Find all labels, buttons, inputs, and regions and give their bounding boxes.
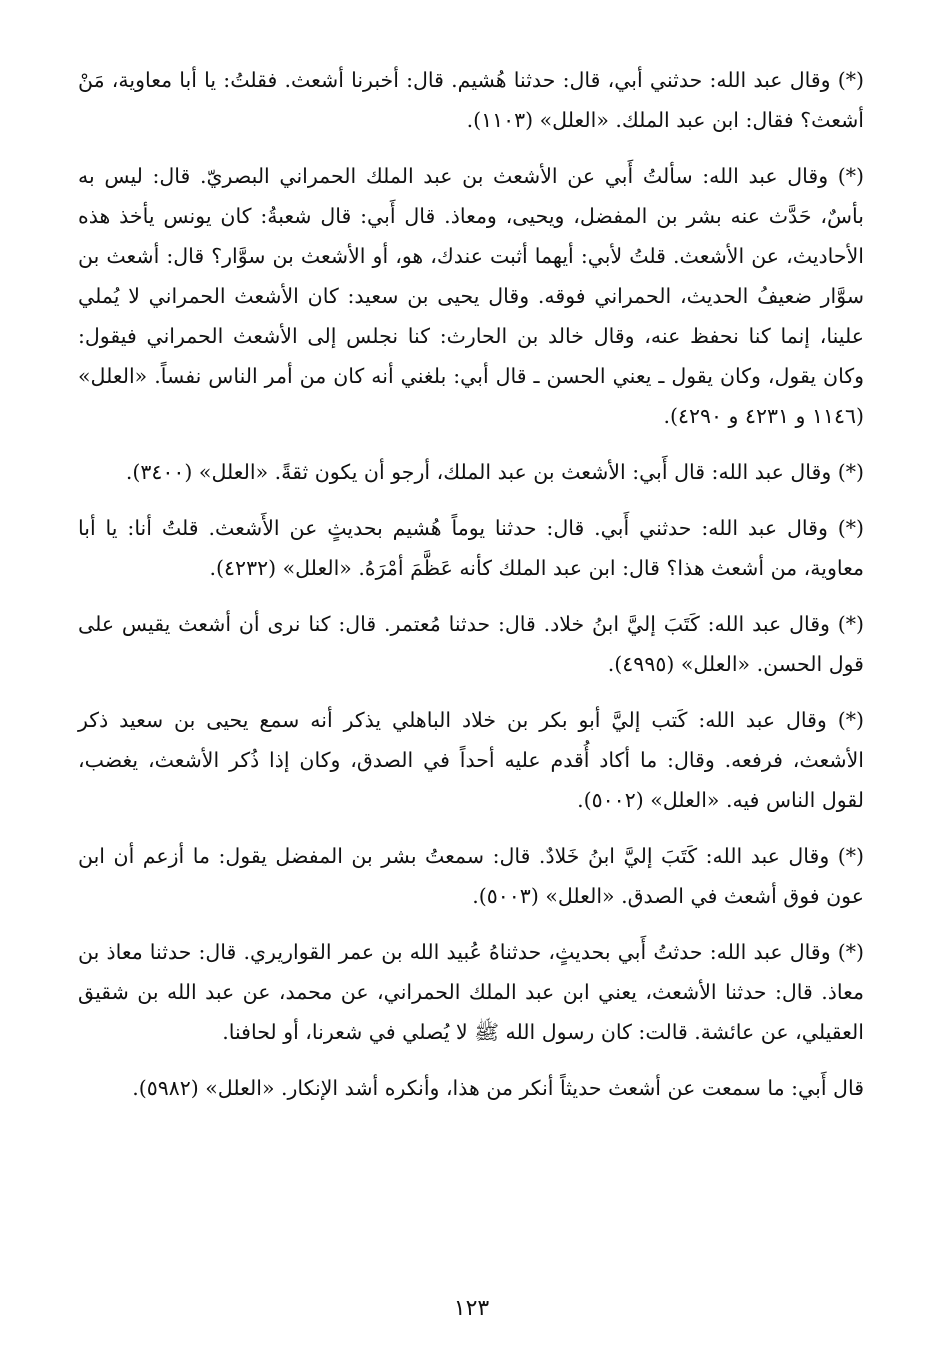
narration-entry-8: [78, 932, 864, 1052]
narration-entry-7: [78, 836, 864, 916]
narration-text: (*) وقال عبد الله: قال أَبي: الأشعث بن عبد الملك، أرجو أن يكون ثقةً. «العلل» (٣٤٠٠).: [125, 460, 864, 484]
narration-text: قال أَبي: ما سمعت عن أشعث حديثاً أنكر من هذا، وأنكره أشد الإنكار. «العلل» (٥٩٨٢).: [132, 1076, 864, 1100]
narration-text: (*) وقال عبد الله: حدثني أَبي. قال: حدثنا يوماً هُشيم بحديثٍ عن الأَشعث. قلتُ أنا: يا أبا معاوية، من أشعث هذا؟ قال: ابن عبد الملك كأنه عَظَّمَ أمْرَهُ. «العلل» (٤٢٣٢).: [78, 516, 864, 580]
narration-entry-4: [78, 508, 864, 588]
narration-entry-9: [78, 1068, 864, 1108]
narration-entry-5: [78, 604, 864, 684]
narration-text: (*) وقال عبد الله: كَتَبَ إليَّ ابنُ خلاد. قال: حدثنا مُعتمر. قال: كنا نرى أن أشعث يقيس على قول الحسن. «العلل» (٤٩٩٥).: [78, 612, 864, 676]
narration-text: (*) وقال عبد الله: حدثني أبي، قال: حدثنا هُشيم. قال: أخبرنا أشعث. فقلتُ: يا أبا معاوية، مَنْ أشعث؟ فقال: ابن عبد الملك. «العلل» (١١٠٣).: [78, 68, 864, 132]
narration-text: (*) وقال عبد الله: كَتب إليَّ أبو بكر بن خلاد الباهلي يذكر أنه سمع يحيى بن سعيد ذكر الأشعث، فرفعه. وقال: ما أكاد أُقدم عليه أحداً في الصدق، وكان إذا ذُكر الأشعث، يغضب، لقول الناس فيه. «العلل» (٥٠٠٢).: [78, 708, 864, 812]
narration-text: (*) وقال عبد الله: سألتُ أَبي عن الأشعث بن عبد الملك الحمراني البصريّ. قال: ليس به بأسٌ، حَدَّث عنه بشر بن المفضل، ويحيى، ومعاذ. قال أَبي: قال شعبةُ: كان يونس يأخذ هذه الأحاديث، عن الأشعث. قلتُ لأبي: أيهما أثبت عندك، هو، أو الأشعث بن سوَّار؟ قال: أشعث بن سوَّار ضعيفُ الحديث، الحمراني فوقه. وقال يحيى بن سعيد: كان الأشعث الحمراني لا يُملي علينا، إنما كنا نحفظ عنه، وقال خالد بن الحارث: كنا نجلس إلى الأشعث الحمراني فيقول: وكان يقول، وكان يقول ـ يعني الحسن ـ قال أبي: بلغني أنه كان من أمر الناس نفساً. «العلل» (١١٤٦ و ٤٢٣١ و ٤٢٩٠).: [78, 164, 864, 428]
narration-entry-3: [78, 452, 864, 492]
page-number: ١٢٣: [453, 1296, 490, 1321]
narration-text: (*) وقال عبد الله: حدثتُ أَبي بحديثٍ، حدثناهُ عُبيد الله بن عمر القواريري. قال: حدثنا معاذ بن معاذ. قال: حدثنا الأشعث، يعني ابن عبد الملك الحمراني، عن محمد، عن عبد الله بن شقيق العقيلي، عن عائشة. قالت: كان رسول الله ﷺ لا يُصلي في شعرنا، أو لحافنا.: [78, 940, 864, 1044]
narration-entry-6: [78, 700, 864, 820]
narration-entry-2: [78, 156, 864, 436]
document-body: [78, 60, 864, 1124]
narration-entry-1: [78, 60, 864, 140]
narration-text: (*) وقال عبد الله: كَتَبَ إليَّ ابنُ خَلادٌ. قال: سمعتُ بشر بن المفضل يقول: ما أزعم أن ابن عون فوق أشعث في الصدق. «العلل» (٥٠٠٣).: [78, 844, 864, 908]
